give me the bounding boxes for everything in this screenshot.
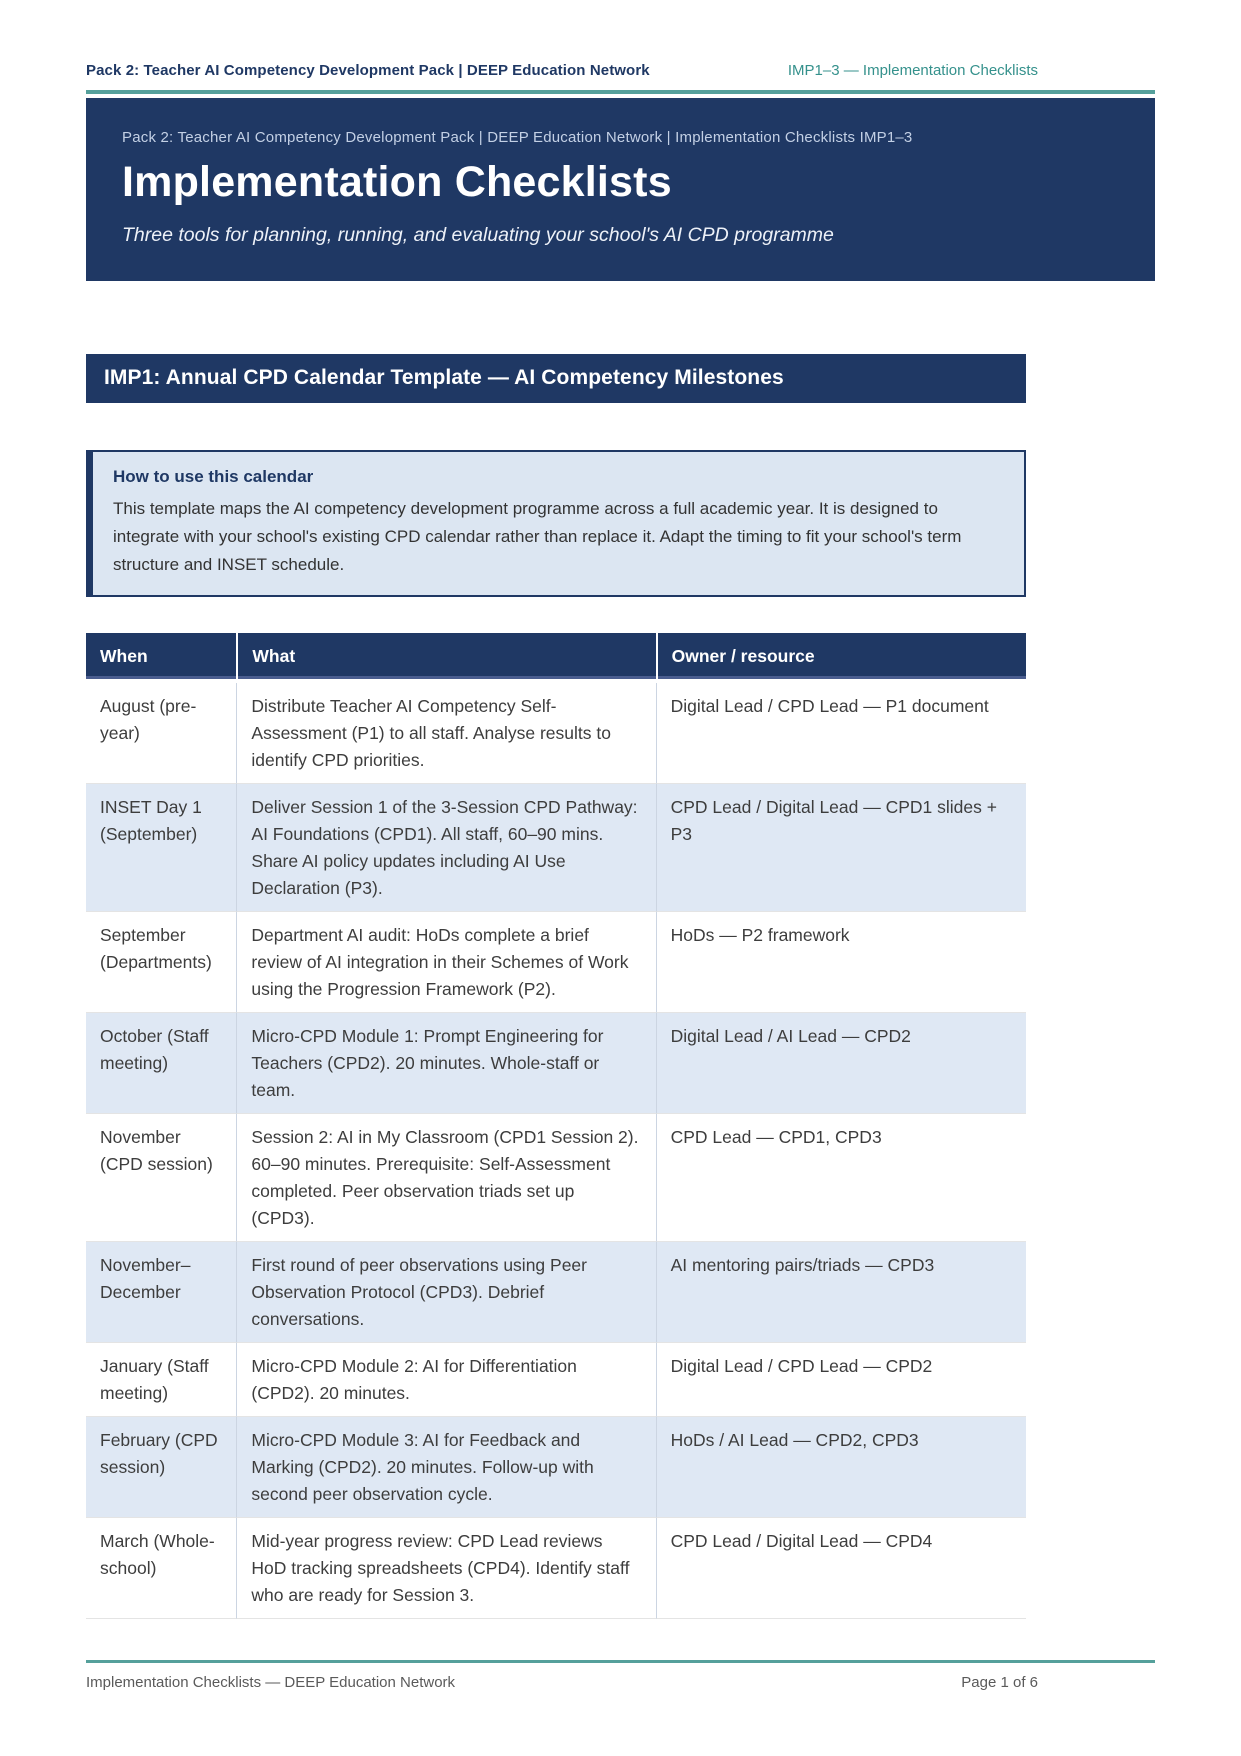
footer-rule (86, 1660, 1155, 1663)
header-rule (86, 90, 1155, 94)
section-heading-imp1: IMP1: Annual CPD Calendar Template — AI Competency Milestones (86, 354, 1026, 403)
cell-owner: Digital Lead / CPD Lead — P1 document (656, 683, 1026, 784)
table-row (86, 683, 1026, 784)
cell-owner: HoDs — P2 framework (656, 912, 1026, 1013)
cell-when: February (CPD session) (86, 1417, 236, 1518)
cell-when: November (CPD session) (86, 1114, 236, 1242)
table-header-row (86, 633, 1026, 683)
table-row (86, 912, 1026, 1013)
table-row (86, 784, 1026, 912)
footer-page-number: Page 1 of 6 (961, 1674, 1038, 1691)
cell-when: INSET Day 1 (September) (86, 784, 236, 912)
table-row (86, 1518, 1026, 1619)
cell-what: Department AI audit: HoDs complete a brief review of AI integration in their Schemes of Work using the Progression Framework (P2). (236, 912, 655, 1013)
column-header-what: What (236, 633, 655, 683)
how-to-use-callout (86, 450, 1026, 597)
cell-owner: Digital Lead / AI Lead — CPD2 (656, 1013, 1026, 1114)
title-banner (86, 98, 1155, 281)
page-subtitle: Three tools for planning, running, and evaluating your school's AI CPD programme (122, 224, 834, 246)
cell-when: August (pre-year) (86, 683, 236, 784)
cell-when: March (Whole-school) (86, 1518, 236, 1619)
cell-what: Micro-CPD Module 3: AI for Feedback and Marking (CPD2). 20 minutes. Follow-up with second peer observation cycle. (236, 1417, 655, 1518)
cell-what: Deliver Session 1 of the 3-Session CPD Pathway: AI Foundations (CPD1). All staff, 60–90 mins. Share AI policy updates including AI Use Declaration (P3). (236, 784, 655, 912)
page-title: Implementation Checklists (122, 158, 672, 206)
table-row (86, 1343, 1026, 1417)
column-header-when: When (86, 633, 236, 683)
table-row (86, 1417, 1026, 1518)
running-footer (86, 1660, 1155, 1691)
cell-what: Micro-CPD Module 2: AI for Differentiation (CPD2). 20 minutes. (236, 1343, 655, 1417)
cell-what: Micro-CPD Module 1: Prompt Engineering for Teachers (CPD2). 20 minutes. Whole-staff or team. (236, 1013, 655, 1114)
footer-doc-title: Implementation Checklists — DEEP Education Network (86, 1674, 456, 1691)
cell-owner: AI mentoring pairs/triads — CPD3 (656, 1242, 1026, 1343)
cell-owner: Digital Lead / CPD Lead — CPD2 (656, 1343, 1026, 1417)
cell-when: October (Staff meeting) (86, 1013, 236, 1114)
running-header (86, 62, 1038, 79)
cell-owner: CPD Lead — CPD1, CPD3 (656, 1114, 1026, 1242)
banner-eyebrow: Pack 2: Teacher AI Competency Development Pack | DEEP Education Network | Implementation Checklists IMP1–3 (122, 129, 913, 146)
cell-owner: CPD Lead / Digital Lead — CPD4 (656, 1518, 1026, 1619)
table-row (86, 1114, 1026, 1242)
cell-what: Session 2: AI in My Classroom (CPD1 Session 2). 60–90 minutes. Prerequisite: Self-Assessment completed. Peer observation triads set up (CPD3). (236, 1114, 655, 1242)
cell-what: Mid-year progress review: CPD Lead reviews HoD tracking spreadsheets (CPD4). Identify staff who are ready for Session 3. (236, 1518, 655, 1619)
running-header-pack-title: Pack 2: Teacher AI Competency Development Pack | DEEP Education Network (86, 62, 650, 79)
cell-what: First round of peer observations using Peer Observation Protocol (CPD3). Debrief conversations. (236, 1242, 655, 1343)
cell-owner: HoDs / AI Lead — CPD2, CPD3 (656, 1417, 1026, 1518)
cell-when: November–December (86, 1242, 236, 1343)
table-row (86, 1242, 1026, 1343)
running-header-doc-code: IMP1–3 — Implementation Checklists (787, 62, 1038, 79)
callout-body: This template maps the AI competency development programme across a full academic year. It is designed to integrate with your school's existing CPD calendar rather than replace it. Adapt the timing to fit your school's term structure and INSET schedule. (113, 499, 962, 575)
table-row (86, 1013, 1026, 1114)
cell-what: Distribute Teacher AI Competency Self-Assessment (P1) to all staff. Analyse results to identify CPD priorities. (236, 683, 655, 784)
cell-owner: CPD Lead / Digital Lead — CPD1 slides + P3 (656, 784, 1026, 912)
cell-when: September (Departments) (86, 912, 236, 1013)
callout-heading: How to use this calendar (113, 467, 314, 486)
cell-when: January (Staff meeting) (86, 1343, 236, 1417)
cpd-calendar-table (86, 633, 1026, 1619)
column-header-owner: Owner / resource (656, 633, 1026, 683)
